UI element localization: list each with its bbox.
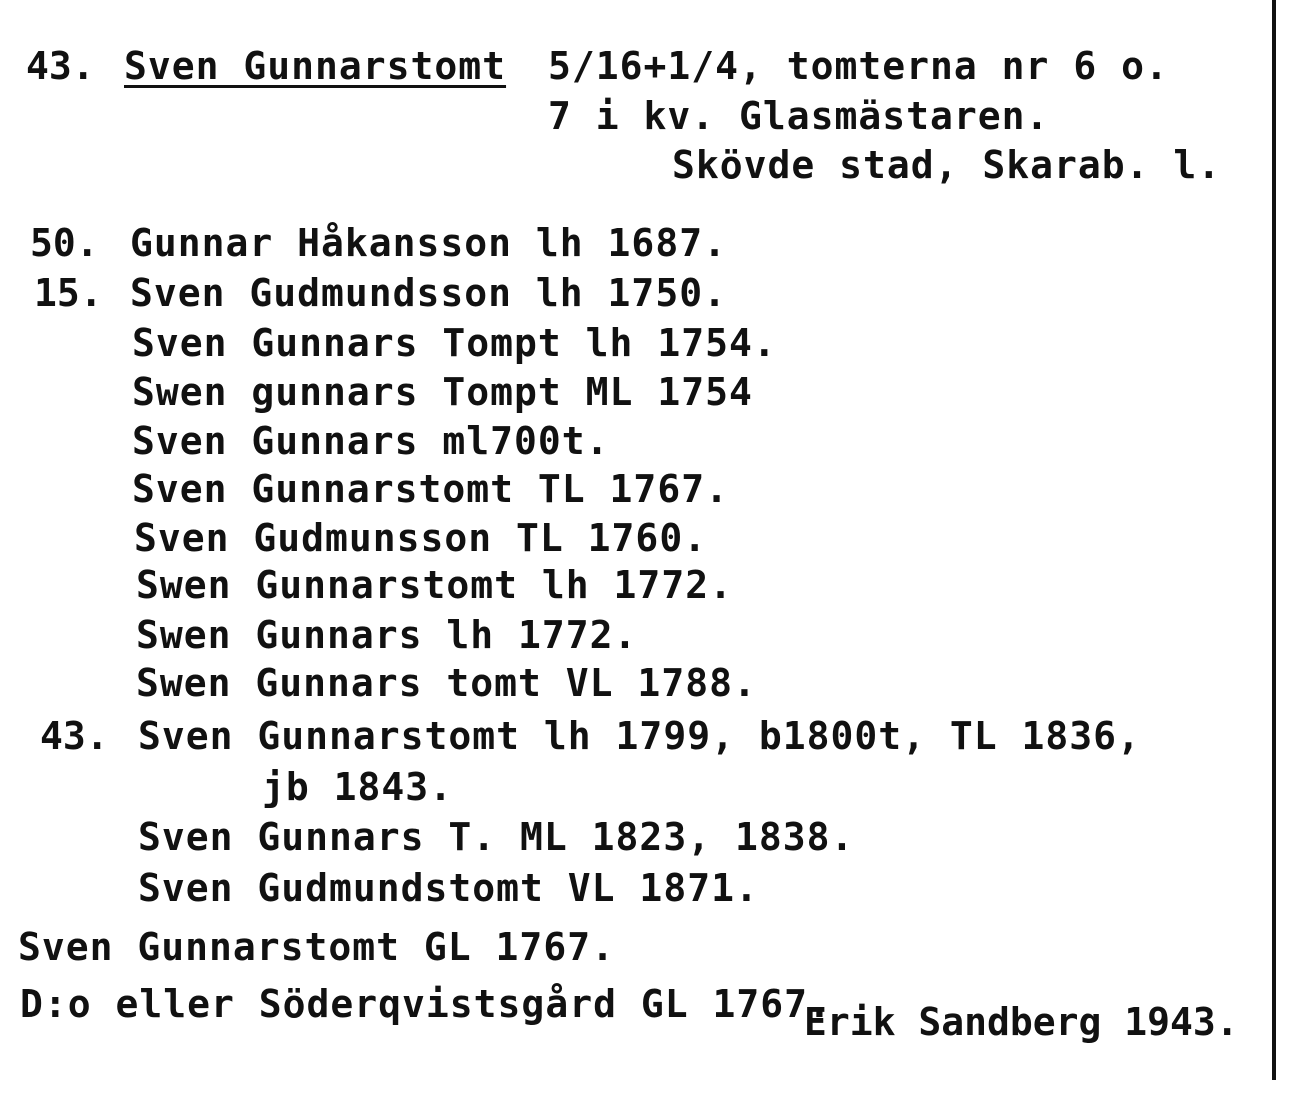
entry-number: 15. — [34, 271, 103, 315]
entry-text: Sven Gudmundstomt VL 1871. — [138, 866, 759, 910]
header-name: Sven Gunnarstomt — [124, 44, 507, 88]
entry-text: Sven Gunnars T. ML 1823, 1838. — [138, 815, 855, 859]
entry-text: Sven Gunnarstomt lh 1799, b1800t, TL 1836, — [138, 714, 1141, 758]
entry-text: Sven Gunnarstomt TL 1767. — [132, 467, 729, 511]
header-desc-line1: 5/16+1/4, tomterna nr 6 o. — [548, 44, 1169, 88]
header-number: 43. — [26, 44, 95, 88]
entry-text: jb 1843. — [262, 765, 454, 809]
entry-text: Swen Gunnars tomt VL 1788. — [136, 661, 757, 705]
header-desc-line2: 7 i kv. Glasmästaren. — [548, 94, 1050, 138]
entry-text: Gunnar Håkansson lh 1687. — [130, 221, 727, 265]
entry-text: Sven Gunnars Tompt lh 1754. — [132, 321, 777, 365]
footer-line1: Sven Gunnarstomt GL 1767. — [18, 925, 615, 969]
entry-text: Swen gunnars Tompt ML 1754 — [132, 370, 753, 414]
entry-text: Sven Gudmunsson TL 1760. — [134, 516, 708, 560]
entry-text: Swen Gunnarstomt lh 1772. — [136, 563, 733, 607]
card-right-edge — [1272, 0, 1276, 1080]
entry-text: Sven Gudmundsson lh 1750. — [130, 271, 727, 315]
entry-number: 43. — [40, 714, 109, 758]
header-location: Skövde stad, Skarab. l. — [672, 143, 1222, 187]
signature: Erik Sandberg 1943. — [804, 1000, 1239, 1044]
footer-line2: D:o eller Söderqvistsgård GL 1767. — [20, 982, 832, 1026]
entry-text: Swen Gunnars lh 1772. — [136, 613, 638, 657]
entry-number: 50. — [30, 221, 99, 265]
entry-text: Sven Gunnars ml700t. — [132, 419, 610, 463]
